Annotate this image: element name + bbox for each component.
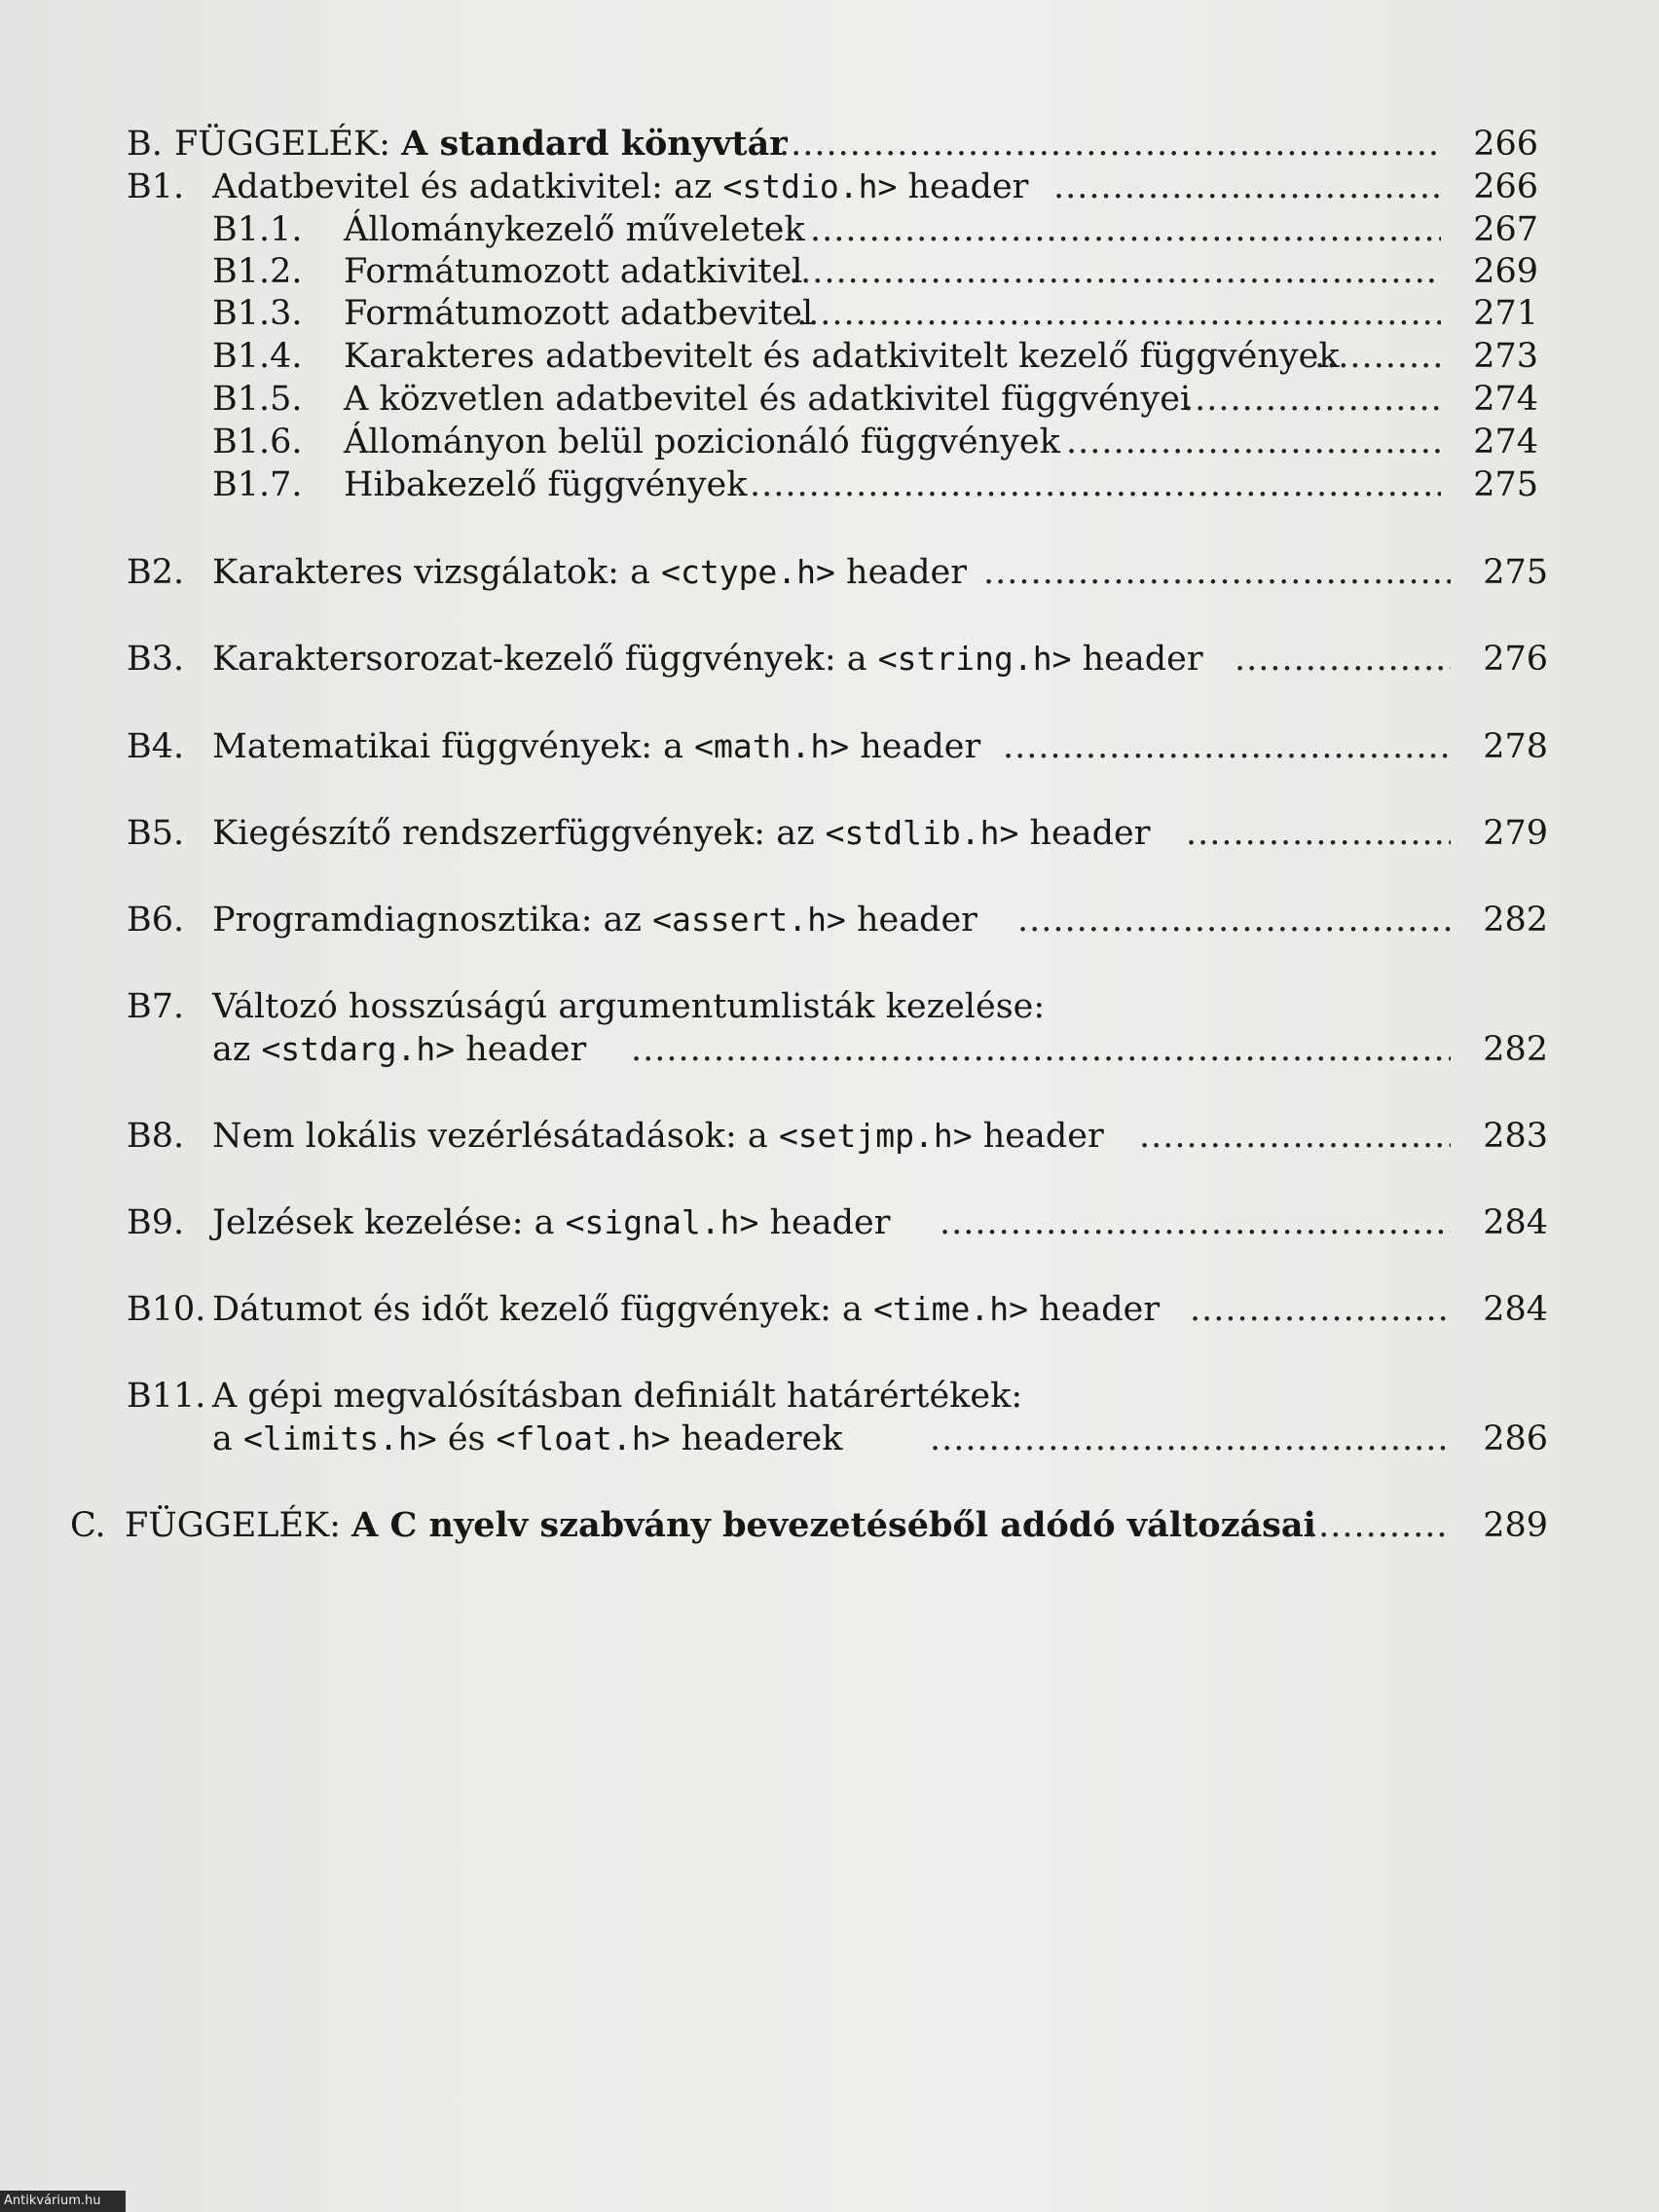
toc-number: B10. [127,1290,206,1329]
toc-number: B1.5. [212,380,303,419]
toc-number: B9. [127,1203,185,1242]
toc-page-number: 289 [1483,1506,1548,1545]
toc-number: B5. [127,814,185,853]
toc-label: Karakteres vizsgálatok: a <ctype.h> header [212,553,968,592]
toc-label: Dátumot és időt kezelő függvények: a <time.h> header [212,1290,1161,1329]
toc-entry-appendix-b[interactable] [0,123,1659,166]
leader-dots [1183,378,1441,421]
toc-number: B11. [127,1377,206,1416]
leader-dots [1139,1115,1451,1158]
toc-entry-b1-2[interactable] [0,250,1659,293]
toc-entry-b1-7[interactable] [0,463,1659,506]
toc-label: Változó hosszúságú argumentumlisták kezelése: [212,987,1046,1026]
toc-label: Programdiagnosztika: az <assert.h> header [212,901,977,940]
toc-entry-b9[interactable] [0,1201,1659,1244]
toc-number: B. [127,125,163,164]
toc-label: Karakteres adatbevitelt és adatkivitelt kezelő függvények [344,337,1340,376]
toc-number: B2. [127,553,185,592]
toc-page-number: 266 [1473,125,1538,164]
leader-dots [1053,166,1441,208]
toc-entry-b1-6[interactable] [0,421,1659,463]
toc-label: Adatbevitel és adatkivitel: az <stdio.h> header [212,167,1029,206]
toc-page-number: 267 [1473,210,1538,249]
leader-dots [750,463,1441,506]
leader-dots [1003,725,1451,768]
leader-dots [1235,638,1451,681]
toc-label: Formátumozott adatbevitel [344,294,814,333]
leader-dots [779,123,1441,166]
toc-page-number: 278 [1483,727,1548,766]
toc-label: Matematikai függvények: a <math.h> header [212,727,981,766]
toc-entry-b1-4[interactable] [0,335,1659,378]
toc-label: Formátumozott adatkivitel [344,252,803,291]
leader-dots [983,551,1451,594]
toc-page-number: 275 [1473,465,1538,504]
toc-page-number: 274 [1473,380,1538,419]
leader-dots [1186,812,1451,855]
toc-number: B1.1. [212,210,303,249]
toc-label: Hibakezelő függvények [344,465,748,504]
leader-dots [1190,1288,1451,1331]
toc-number: B1.3. [212,294,303,333]
toc-entry-b6[interactable] [0,899,1659,941]
toc-label: FÜGGELÉK: A C nyelv szabvány bevezetéséből adódó változásai [125,1505,1316,1545]
toc-number: B1.6. [212,423,303,461]
toc-page-number: 286 [1483,1419,1548,1458]
toc-entry-b4[interactable] [0,725,1659,768]
toc-entry-b7-cont[interactable] [0,1028,1659,1071]
toc-entry-b5[interactable] [0,812,1659,855]
toc-entry-b11-cont[interactable] [0,1418,1659,1460]
toc-entry-appendix-c[interactable] [0,1504,1659,1547]
leader-dots [1017,899,1451,941]
toc-page-number: 279 [1483,814,1548,853]
leader-dots [796,292,1441,335]
toc-number: B6. [127,901,185,940]
toc-label: Karaktersorozat-kezelő függvények: a <string.h> header [212,640,1203,679]
toc-label: Állományon belül pozicionáló függvények [344,423,1060,461]
toc-entry-b1-3[interactable] [0,292,1659,335]
toc-page-number: 274 [1473,423,1538,461]
toc-number: B8. [127,1117,185,1156]
toc-label: Jelzések kezelése: a <signal.h> header [212,1203,891,1242]
toc-page-number: 284 [1483,1290,1548,1329]
toc-label: A közvetlen adatbevitel és adatkivitel függvényei [344,380,1192,419]
toc-page-number: 275 [1483,553,1548,592]
toc-entry-b7[interactable] [0,985,1659,1028]
leader-dots [930,1418,1451,1460]
leader-dots [631,1028,1451,1071]
toc-label: A gépi megvalósításban definiált határértékek: [212,1377,1023,1416]
toc-number: B1. [127,167,185,206]
toc-page-number: 266 [1473,167,1538,206]
toc-label: FÜGGELÉK: A standard könyvtár [174,124,788,164]
toc-number: C. [70,1506,106,1545]
toc-number: B3. [127,640,185,679]
toc-page-number: 273 [1473,337,1538,376]
leader-dots [810,208,1441,251]
leader-dots [1307,1504,1451,1547]
leader-dots [789,250,1441,293]
toc-entry-b3[interactable] [0,638,1659,681]
watermark-label: Antikvárium.hu [0,2191,126,2212]
toc-number: B7. [127,987,185,1026]
toc-entry-b11[interactable] [0,1375,1659,1418]
toc-entry-b8[interactable] [0,1115,1659,1158]
toc-entry-b1[interactable] [0,166,1659,208]
toc-page-number: 271 [1473,294,1538,333]
toc-page-number: 284 [1483,1203,1548,1242]
toc-entry-b10[interactable] [0,1288,1659,1331]
toc-number: B1.4. [212,337,303,376]
toc-number: B4. [127,727,185,766]
toc-label: a <limits.h> és <float.h> headerek [212,1419,843,1458]
leader-dots [1066,421,1441,463]
toc-page-number: 276 [1483,640,1548,679]
toc-label: Nem lokális vezérlésátadások: a <setjmp.h> header [212,1117,1104,1156]
toc-label: az <stdarg.h> header [212,1030,587,1069]
toc-number: B1.2. [212,252,303,291]
toc-page-number: 269 [1473,252,1538,291]
leader-dots [940,1201,1451,1244]
toc-page-number: 282 [1483,901,1548,940]
toc-page-number: 283 [1483,1117,1548,1156]
toc-number: B1.7. [212,465,303,504]
toc-entry-b1-1[interactable] [0,208,1659,251]
toc-entry-b2[interactable] [0,551,1659,594]
toc-label: Állománykezelő műveletek [344,210,805,249]
toc-label: Kiegészítő rendszerfüggvények: az <stdlib.h> header [212,814,1151,853]
toc-entry-b1-5[interactable] [0,378,1659,421]
toc-page-number: 282 [1483,1030,1548,1069]
